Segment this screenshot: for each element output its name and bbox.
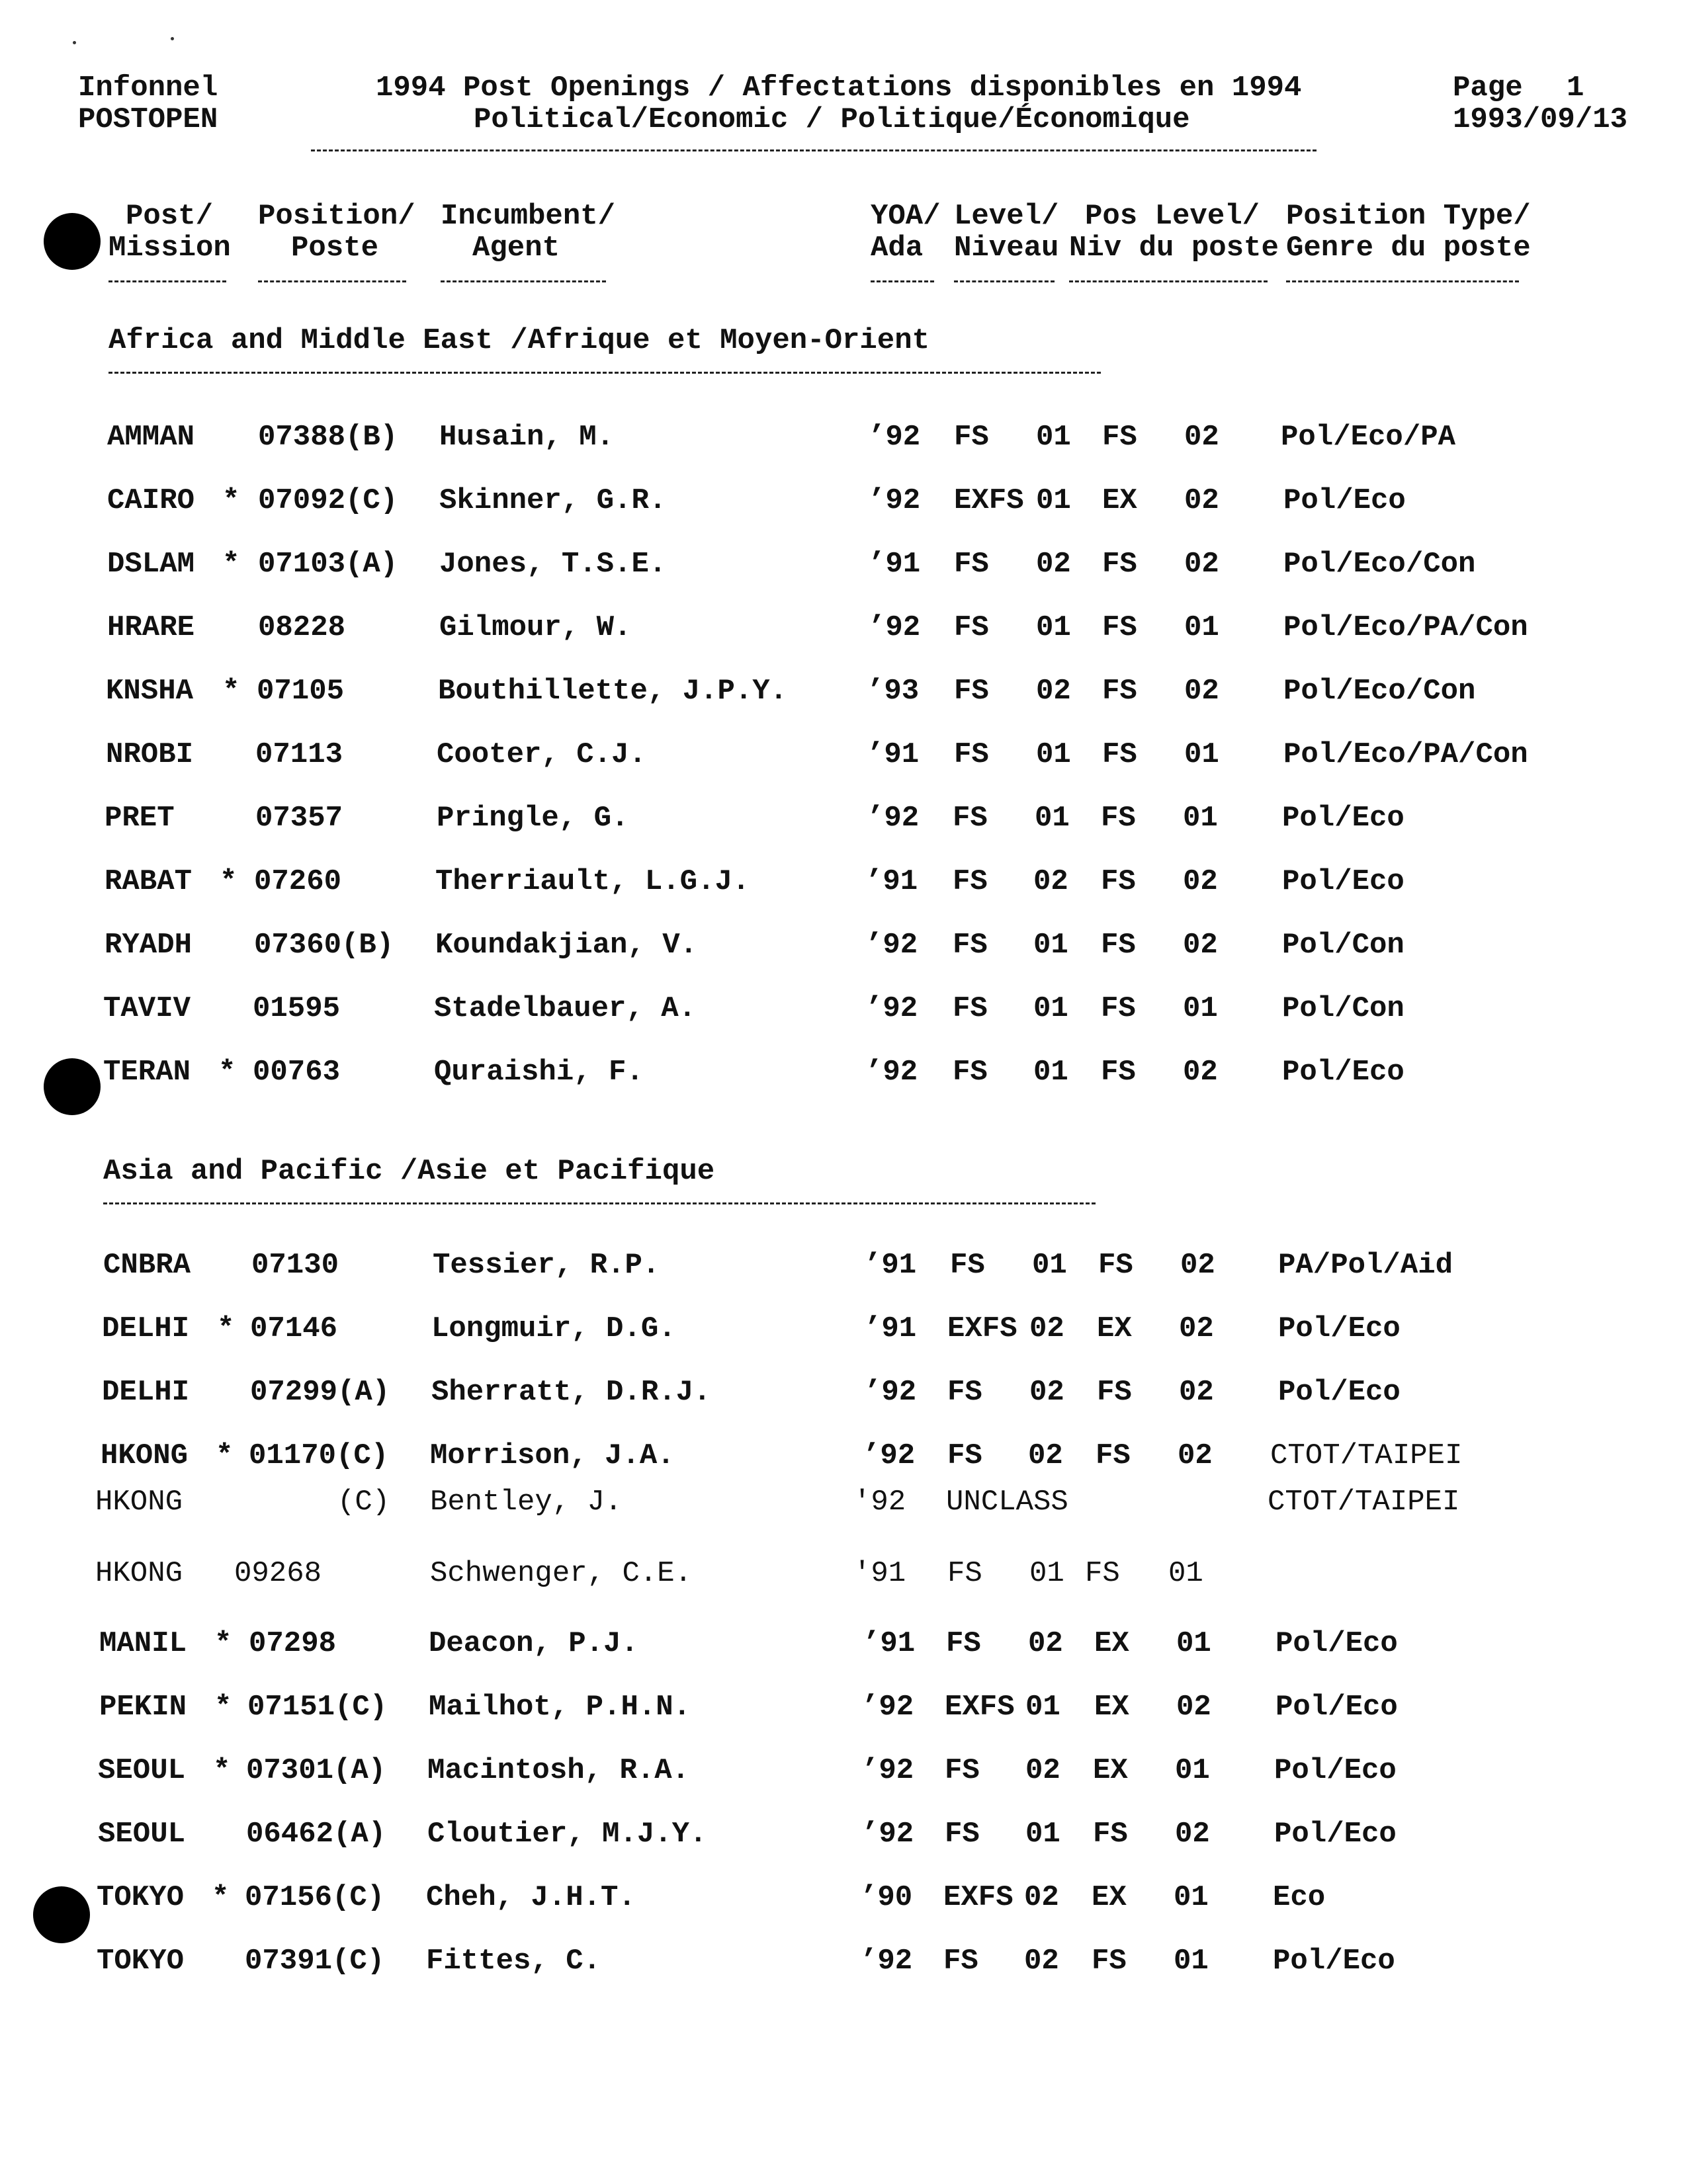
level-cell: EXFS (943, 1881, 1014, 1914)
star-marker: * (222, 675, 240, 708)
yoa-cell: ’93 (867, 675, 920, 708)
pos-level-num-cell: 01 (1183, 802, 1218, 835)
position-cell: 06462(A) (246, 1818, 386, 1851)
position-cell: 07092(C) (258, 484, 398, 517)
level-cell: EXFS (954, 484, 1024, 517)
col-rule-incumbent (441, 280, 606, 282)
report-date: 1993/09/13 (1453, 103, 1628, 136)
position-cell: 07113 (255, 738, 343, 771)
yoa-cell: ’91 (864, 1249, 917, 1282)
col-level-l2: Niveau (954, 231, 1059, 265)
post-cell: TOKYO (97, 1945, 185, 1978)
section-title: Africa and Middle East /Afrique et Moyen-Orient (108, 324, 930, 357)
yoa-cell: ’91 (868, 548, 921, 581)
pos-level-cell: EX (1097, 1312, 1132, 1345)
type-cell: Pol/Con (1282, 929, 1404, 962)
col-post-l1: Post/ (126, 200, 214, 233)
pos-level-num-cell: 02 (1175, 1818, 1210, 1851)
post-cell: DSLAM (107, 548, 195, 581)
pos-level-num-cell: 01 (1174, 1945, 1209, 1978)
position-cell: 09268 (234, 1557, 322, 1590)
yoa-cell: ’92 (861, 1818, 914, 1851)
post-cell: DELHI (102, 1376, 190, 1409)
col-type-l2: Genre du poste (1286, 231, 1531, 265)
pos-level-num-cell: 02 (1179, 1312, 1214, 1345)
position-cell: 07103(A) (258, 548, 398, 581)
pos-level-cell: FS (1092, 1945, 1127, 1978)
yoa-cell: ’92 (865, 929, 918, 962)
pos-level-cell: FS (1101, 929, 1136, 962)
type-cell: Pol/Eco/Con (1283, 548, 1476, 581)
level-num-cell: 01 (1035, 802, 1070, 835)
level-num-cell: 01 (1036, 484, 1071, 517)
type-cell: Pol/Eco (1283, 484, 1406, 517)
speck (73, 41, 76, 44)
type-cell: Pol/Eco/PA (1281, 421, 1456, 454)
incumbent-cell: Pringle, G. (437, 802, 629, 835)
page-label: Page (1453, 71, 1523, 105)
position-cell: 07299(A) (250, 1376, 390, 1409)
pos-level-cell: FS (1097, 1376, 1132, 1409)
incumbent-cell: Therriault, L.G.J. (435, 865, 750, 898)
pos-level-num-cell: 02 (1183, 865, 1218, 898)
position-cell: (C) (337, 1486, 390, 1519)
pos-level-cell: FS (1098, 1249, 1133, 1282)
star-marker: * (218, 1056, 236, 1089)
type-cell: Pol/Eco (1274, 1754, 1397, 1787)
pos-level-cell: EX (1092, 1881, 1127, 1914)
pos-level-num-cell: 02 (1180, 1249, 1215, 1282)
section-rule (108, 372, 1101, 374)
star-marker: * (222, 548, 240, 581)
pos-level-num-cell: 01 (1184, 611, 1219, 644)
position-cell: 01170(C) (249, 1439, 389, 1472)
yoa-cell: ’92 (865, 1056, 918, 1089)
level-cell: UNCLASS (946, 1486, 1068, 1519)
yoa-cell: ’91 (867, 738, 920, 771)
type-cell: Pol/Eco/Con (1283, 675, 1476, 708)
report-title: 1994 Post Openings / Affectations disponibles en 1994 (376, 71, 1302, 105)
post-cell: RABAT (105, 865, 193, 898)
pos-level-cell: FS (1085, 1557, 1120, 1590)
type-cell: Pol/Eco (1282, 865, 1404, 898)
position-cell: 00763 (253, 1056, 341, 1089)
yoa-cell: ’92 (864, 1376, 917, 1409)
pos-level-cell: FS (1101, 802, 1136, 835)
position-cell: 07151(C) (247, 1691, 388, 1724)
type-cell: Pol/Eco (1278, 1312, 1401, 1345)
yoa-cell: ’92 (868, 421, 921, 454)
post-cell: PEKIN (99, 1691, 187, 1724)
yoa-cell: ’92 (860, 1945, 913, 1978)
post-cell: SEOUL (98, 1818, 186, 1851)
star-marker: * (217, 1312, 235, 1345)
level-num-cell: 01 (1036, 421, 1071, 454)
level-num-cell: 02 (1029, 1376, 1064, 1409)
level-cell: FS (953, 992, 988, 1025)
pos-level-num-cell: 02 (1178, 1439, 1213, 1472)
pos-level-cell: EX (1102, 484, 1137, 517)
pos-level-cell: FS (1101, 865, 1136, 898)
level-num-cell: 01 (1025, 1818, 1060, 1851)
type-cell: Pol/Con (1282, 992, 1404, 1025)
program-name: POSTOPEN (78, 103, 218, 136)
incumbent-cell: Mailhot, P.H.N. (429, 1691, 691, 1724)
level-cell: FS (946, 1627, 981, 1660)
level-num-cell: 02 (1036, 675, 1071, 708)
post-cell: CAIRO (107, 484, 195, 517)
punch-hole-top (44, 213, 101, 270)
incumbent-cell: Tessier, R.P. (433, 1249, 660, 1282)
position-cell: 07146 (250, 1312, 338, 1345)
type-cell: Pol/Eco (1274, 1818, 1397, 1851)
incumbent-cell: Koundakjian, V. (435, 929, 698, 962)
type-cell: PA/Pol/Aid (1278, 1249, 1453, 1282)
level-cell: FS (954, 611, 989, 644)
pos-level-num-cell: 02 (1183, 929, 1218, 962)
page-number: 1 (1567, 71, 1584, 105)
level-cell: FS (954, 548, 989, 581)
col-type-l1: Position Type/ (1286, 200, 1531, 233)
incumbent-cell: Husain, M. (439, 421, 615, 454)
type-cell: CTOT/TAIPEI (1268, 1486, 1460, 1519)
yoa-cell: ’92 (861, 1691, 914, 1724)
level-cell: FS (945, 1818, 980, 1851)
post-cell: TOKYO (97, 1881, 185, 1914)
pos-level-cell: FS (1102, 421, 1137, 454)
type-cell: Pol/Eco (1282, 1056, 1404, 1089)
position-cell: 01595 (253, 992, 341, 1025)
post-cell: TERAN (103, 1056, 191, 1089)
star-marker: * (214, 1627, 232, 1660)
incumbent-cell: Cheh, J.H.T. (426, 1881, 636, 1914)
col-position-l2: Poste (291, 231, 379, 265)
post-cell: HKONG (95, 1557, 183, 1590)
yoa-cell: ’92 (861, 1754, 914, 1787)
level-num-cell: 02 (1033, 865, 1068, 898)
incumbent-cell: Sherratt, D.R.J. (431, 1376, 711, 1409)
pos-level-cell: FS (1102, 548, 1137, 581)
position-cell: 07388(B) (258, 421, 398, 454)
star-marker: * (214, 1691, 232, 1724)
incumbent-cell: Gilmour, W. (439, 611, 632, 644)
pos-level-num-cell: 01 (1176, 1627, 1211, 1660)
position-cell: 07391(C) (245, 1945, 385, 1978)
col-yoa-l2: Ada (871, 231, 924, 265)
col-rule-type (1286, 280, 1519, 282)
level-cell: FS (953, 929, 988, 962)
yoa-cell: ’91 (865, 865, 918, 898)
post-cell: PRET (105, 802, 175, 835)
post-cell: CNBRA (103, 1249, 191, 1282)
incumbent-cell: Schwenger, C.E. (430, 1557, 693, 1590)
yoa-cell: ’92 (865, 992, 918, 1025)
level-num-cell: 01 (1036, 611, 1071, 644)
level-cell: FS (953, 802, 988, 835)
level-num-cell: 01 (1032, 1249, 1067, 1282)
col-position-l1: Position/ (258, 200, 415, 233)
position-cell: 07357 (255, 802, 343, 835)
star-marker: * (216, 1439, 234, 1472)
pos-level-num-cell: 01 (1168, 1557, 1203, 1590)
level-cell: EXFS (945, 1691, 1015, 1724)
position-cell: 07105 (257, 675, 345, 708)
post-cell: KNSHA (106, 675, 194, 708)
incumbent-cell: Macintosh, R.A. (427, 1754, 690, 1787)
col-poslevel-l1: Pos Level/ (1085, 200, 1260, 233)
pos-level-num-cell: 02 (1179, 1376, 1214, 1409)
incumbent-cell: Skinner, G.R. (439, 484, 667, 517)
level-num-cell: 02 (1024, 1945, 1059, 1978)
post-cell: HKONG (95, 1486, 183, 1519)
level-cell: FS (947, 1557, 982, 1590)
col-rule-yoa (871, 280, 934, 282)
yoa-cell: ’92 (868, 611, 921, 644)
pos-level-num-cell: 01 (1183, 992, 1218, 1025)
col-incumbent-l2: Agent (472, 231, 560, 265)
yoa-cell: ’90 (860, 1881, 913, 1914)
yoa-cell: ’92 (867, 802, 920, 835)
post-cell: HRARE (107, 611, 195, 644)
level-cell: FS (954, 675, 989, 708)
post-cell: SEOUL (98, 1754, 186, 1787)
yoa-cell: ’92 (863, 1439, 916, 1472)
incumbent-cell: Cloutier, M.J.Y. (427, 1818, 707, 1851)
incumbent-cell: Cooter, C.J. (437, 738, 646, 771)
incumbent-cell: Quraishi, F. (434, 1056, 644, 1089)
star-marker: * (222, 484, 240, 517)
type-cell: Pol/Eco (1278, 1376, 1401, 1409)
col-rule-level (954, 280, 1055, 282)
pos-level-cell: FS (1096, 1439, 1131, 1472)
level-num-cell: 02 (1028, 1627, 1063, 1660)
level-cell: FS (947, 1439, 982, 1472)
yoa-cell: ’92 (868, 484, 921, 517)
star-marker: * (213, 1754, 231, 1787)
level-num-cell: 01 (1033, 992, 1068, 1025)
system-name: Infonnel (78, 71, 218, 105)
star-marker: * (220, 865, 238, 898)
pos-level-cell: FS (1101, 992, 1136, 1025)
level-num-cell: 02 (1025, 1754, 1060, 1787)
level-cell: FS (945, 1754, 980, 1787)
punch-hole-middle (44, 1058, 101, 1115)
incumbent-cell: Fittes, C. (426, 1945, 601, 1978)
level-cell: FS (953, 865, 988, 898)
pos-level-num-cell: 01 (1174, 1881, 1209, 1914)
pos-level-num-cell: 01 (1184, 738, 1219, 771)
yoa-cell: '92 (853, 1486, 906, 1519)
pos-level-cell: FS (1093, 1818, 1128, 1851)
report-subtitle: Political/Economic / Politique/Économique (474, 103, 1190, 136)
type-cell: CTOT/TAIPEI (1270, 1439, 1463, 1472)
star-marker: * (212, 1881, 230, 1914)
incumbent-cell: Jones, T.S.E. (439, 548, 667, 581)
yoa-cell: '91 (853, 1557, 906, 1590)
speck (171, 37, 174, 40)
col-rule-position (258, 280, 406, 282)
type-cell: Pol/Eco (1273, 1945, 1395, 1978)
header-rule (311, 149, 1317, 151)
post-cell: NROBI (106, 738, 194, 771)
level-cell: FS (950, 1249, 985, 1282)
level-cell: FS (954, 738, 989, 771)
position-cell: 07260 (254, 865, 342, 898)
col-incumbent-l1: Incumbent/ (441, 200, 616, 233)
col-poslevel-l2: Niv du poste (1069, 231, 1279, 265)
col-rule-poslevel (1069, 280, 1268, 282)
position-cell: 07360(B) (254, 929, 394, 962)
post-cell: HKONG (101, 1439, 189, 1472)
level-num-cell: 02 (1024, 1881, 1059, 1914)
col-rule-post (108, 280, 226, 282)
punch-hole-bottom (33, 1886, 90, 1943)
yoa-cell: ’91 (864, 1312, 917, 1345)
pos-level-cell: EX (1093, 1754, 1128, 1787)
position-cell: 07301(A) (246, 1754, 386, 1787)
pos-level-cell: EX (1094, 1691, 1129, 1724)
yoa-cell: ’91 (863, 1627, 916, 1660)
position-cell: 07298 (249, 1627, 337, 1660)
post-cell: DELHI (102, 1312, 190, 1345)
pos-level-cell: FS (1102, 738, 1137, 771)
incumbent-cell: Bouthillette, J.P.Y. (438, 675, 788, 708)
col-yoa-l1: YOA/ (871, 200, 941, 233)
level-num-cell: 01 (1036, 738, 1071, 771)
pos-level-cell: FS (1102, 675, 1137, 708)
pos-level-cell: FS (1102, 611, 1137, 644)
incumbent-cell: Longmuir, D.G. (431, 1312, 676, 1345)
pos-level-num-cell: 02 (1184, 421, 1219, 454)
position-cell: 07130 (251, 1249, 339, 1282)
post-cell: MANIL (99, 1627, 187, 1660)
section-title: Asia and Pacific /Asie et Pacifique (103, 1155, 715, 1188)
type-cell: Eco (1273, 1881, 1326, 1914)
level-cell: FS (953, 1056, 988, 1089)
pos-level-num-cell: 01 (1175, 1754, 1210, 1787)
pos-level-num-cell: 02 (1183, 1056, 1218, 1089)
level-cell: FS (943, 1945, 978, 1978)
incumbent-cell: Stadelbauer, A. (434, 992, 697, 1025)
position-cell: 08228 (258, 611, 346, 644)
pos-level-num-cell: 02 (1184, 675, 1219, 708)
level-num-cell: 01 (1033, 1056, 1068, 1089)
incumbent-cell: Deacon, P.J. (429, 1627, 638, 1660)
level-num-cell: 01 (1025, 1691, 1060, 1724)
col-post-l2: Mission (108, 231, 231, 265)
incumbent-cell: Morrison, J.A. (430, 1439, 675, 1472)
post-cell: AMMAN (107, 421, 195, 454)
type-cell: Pol/Eco (1275, 1691, 1398, 1724)
type-cell: Pol/Eco/PA/Con (1283, 611, 1528, 644)
level-num-cell: 02 (1036, 548, 1071, 581)
pos-level-num-cell: 02 (1184, 548, 1219, 581)
post-cell: TAVIV (103, 992, 191, 1025)
level-num-cell: 02 (1028, 1439, 1063, 1472)
level-num-cell: 02 (1029, 1312, 1064, 1345)
col-level-l1: Level/ (954, 200, 1059, 233)
incumbent-cell: Bentley, J. (430, 1486, 623, 1519)
pos-level-cell: EX (1094, 1627, 1129, 1660)
type-cell: Pol/Eco/PA/Con (1283, 738, 1528, 771)
pos-level-num-cell: 02 (1184, 484, 1219, 517)
pos-level-cell: FS (1101, 1056, 1136, 1089)
level-cell: EXFS (947, 1312, 1017, 1345)
type-cell: Pol/Eco (1282, 802, 1404, 835)
section-rule (103, 1202, 1096, 1204)
pos-level-num-cell: 02 (1176, 1691, 1211, 1724)
type-cell: Pol/Eco (1275, 1627, 1398, 1660)
post-cell: RYADH (105, 929, 193, 962)
position-cell: 07156(C) (245, 1881, 385, 1914)
level-cell: FS (947, 1376, 982, 1409)
level-num-cell: 01 (1033, 929, 1068, 962)
level-num-cell: 01 (1029, 1557, 1064, 1590)
level-cell: FS (954, 421, 989, 454)
